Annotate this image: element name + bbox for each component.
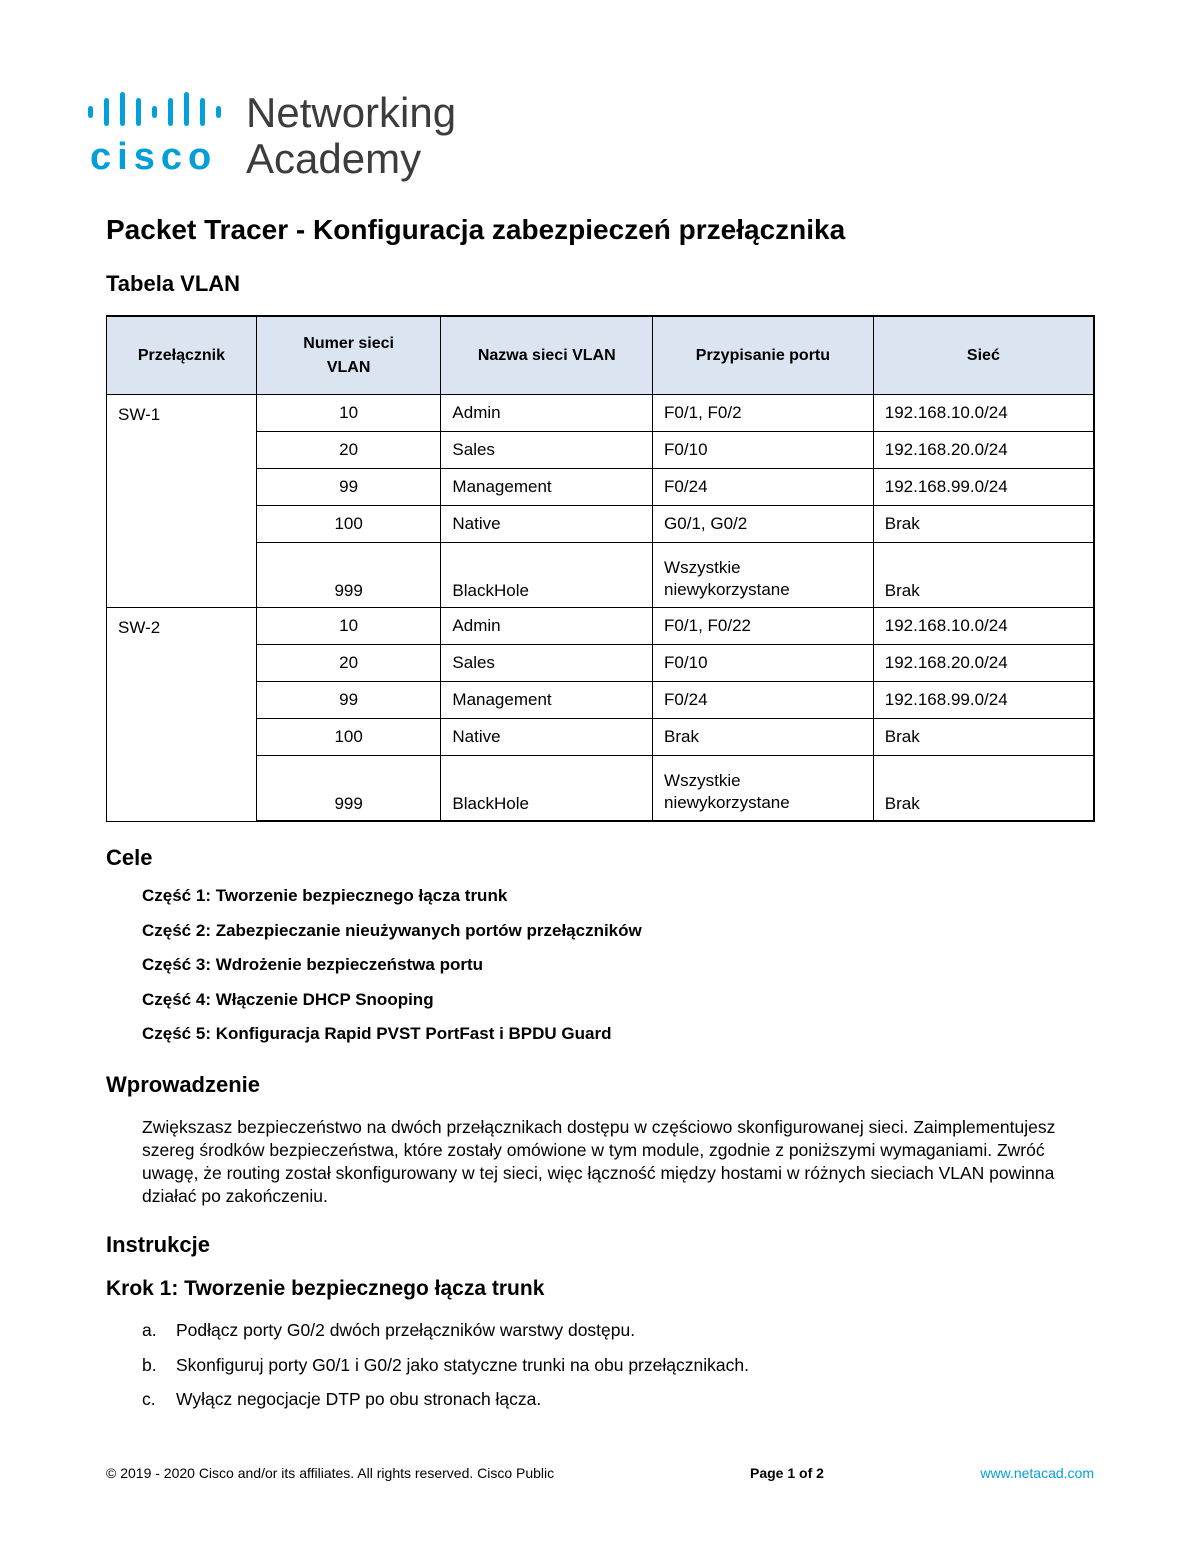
goal-item: Część 5: Konfiguracja Rapid PVST PortFast i BPDU Guard <box>142 1024 612 1043</box>
step-list <box>142 1320 749 1424</box>
port-assignment-line1: Wszystkie <box>664 558 741 577</box>
network: Brak <box>873 506 1094 543</box>
vlan-number: 10 <box>256 395 441 432</box>
network: 192.168.99.0/24 <box>873 682 1094 719</box>
network: Brak <box>873 543 1094 608</box>
port-assignment-line1: Wszystkie <box>664 771 741 790</box>
vlan-name: Management <box>441 469 653 506</box>
goals-list <box>142 886 642 1059</box>
network: 192.168.10.0/24 <box>873 608 1094 645</box>
vlan-table-heading: Tabela VLAN <box>106 271 241 296</box>
vlan-name: Management <box>441 682 653 719</box>
port-assignment: F0/1, F0/22 <box>653 608 874 645</box>
port-assignment <box>653 543 874 608</box>
cisco-networking-academy-logo <box>84 86 484 182</box>
page-of: of <box>799 1465 813 1481</box>
cisco-bars-icon <box>88 92 238 126</box>
vlan-number: 10 <box>256 608 441 645</box>
switch-name: SW-2 <box>107 608 257 822</box>
vlan-name: Admin <box>441 608 653 645</box>
port-assignment-line2: niewykorzystane <box>664 793 790 812</box>
vlan-number: 99 <box>256 469 441 506</box>
step-text: Wyłącz negocjacje DTP po obu stronach łącza. <box>176 1389 542 1409</box>
network: 192.168.99.0/24 <box>873 469 1094 506</box>
table-row <box>107 608 1095 645</box>
col-header-network: Sieć <box>873 316 1094 395</box>
port-assignment: F0/1, F0/2 <box>653 395 874 432</box>
intro-paragraph: Zwiększasz bezpieczeństwo na dwóch przełącznikach dostępu w częściowo skonfigurowanej sieci. Zaimplementujesz szereg środków bezpieczeństwa, które zostały omówione w tym module, zgodnie z poniższymi wymaganiami. Zwróć uwagę, że routing został skonfigurowany w tej sieci, więc łączność między hostami w różnych sieciach VLAN powinna działać po zakończeniu. <box>142 1117 1056 1206</box>
step-marker: c. <box>142 1389 156 1409</box>
footer-copyright: © 2019 - 2020 Cisco and/or its affiliates. All rights reserved. Cisco Public <box>106 1465 555 1481</box>
page-title: Packet Tracer - Konfiguracja zabezpieczeń przełącznika <box>106 214 846 245</box>
goal-item: Część 4: Włączenie DHCP Snooping <box>142 989 434 1009</box>
intro-heading: Wprowadzenie <box>106 1072 261 1097</box>
network: 192.168.10.0/24 <box>873 395 1094 432</box>
instructions-heading: Instrukcje <box>106 1232 210 1257</box>
vlan-number: 999 <box>256 543 441 608</box>
port-assignment: F0/10 <box>653 432 874 469</box>
vlan-table <box>106 315 1095 822</box>
cisco-wordmark: cisco <box>90 136 218 178</box>
step-item <box>142 1389 749 1424</box>
vlan-number: 100 <box>256 719 441 756</box>
vlan-name: BlackHole <box>441 543 653 608</box>
col-header-vlan-name: Nazwa sieci VLAN <box>441 316 653 395</box>
goal-item: Część 1: Tworzenie bezpiecznego łącza trunk <box>142 886 508 905</box>
port-assignment: G0/1, G0/2 <box>653 506 874 543</box>
col-header-vlan-number: Numer sieci VLAN <box>256 316 441 395</box>
footer-page-number <box>750 1465 824 1481</box>
network: 192.168.20.0/24 <box>873 645 1094 682</box>
col-header-switch: Przełącznik <box>107 316 257 395</box>
vlan-name: Native <box>441 506 653 543</box>
port-assignment: F0/10 <box>653 645 874 682</box>
goal-item: Część 3: Wdrożenie bezpieczeństwa portu <box>142 955 484 974</box>
vlan-number: 100 <box>256 506 441 543</box>
network: 192.168.20.0/24 <box>873 432 1094 469</box>
page-label: Page <box>750 1465 784 1481</box>
vlan-number: 20 <box>256 645 441 682</box>
table-header-row <box>107 316 1095 395</box>
port-assignment: F0/24 <box>653 469 874 506</box>
port-assignment-line2: niewykorzystane <box>664 580 790 599</box>
vlan-name: Native <box>441 719 653 756</box>
step-text: Skonfiguruj porty G0/1 i G0/2 jako statyczne trunki na obu przełącznikach. <box>176 1354 749 1375</box>
step-marker: a. <box>142 1320 157 1340</box>
table-row <box>107 395 1095 432</box>
vlan-number: 999 <box>256 756 441 822</box>
page-current: 1 <box>787 1465 796 1481</box>
vlan-name: Sales <box>441 645 653 682</box>
step-item <box>142 1320 749 1355</box>
vlan-number: 99 <box>256 682 441 719</box>
port-assignment <box>653 756 874 822</box>
goals-heading: Cele <box>106 845 153 870</box>
logo-academy: Academy <box>246 135 422 182</box>
vlan-name: Sales <box>441 432 653 469</box>
vlan-name: Admin <box>441 395 653 432</box>
step-marker: b. <box>142 1354 157 1375</box>
switch-name: SW-1 <box>107 395 257 608</box>
step-heading: Krok 1: Tworzenie bezpiecznego łącza trunk <box>106 1277 545 1300</box>
network: Brak <box>873 719 1094 756</box>
step-item <box>142 1355 749 1390</box>
col-header-port-assignment: Przypisanie portu <box>653 316 874 395</box>
vlan-number: 20 <box>256 432 441 469</box>
page-total: 2 <box>816 1465 824 1481</box>
vlan-name: BlackHole <box>441 756 653 822</box>
port-assignment: Brak <box>653 719 874 756</box>
goal-item: Część 2: Zabezpieczanie nieużywanych portów przełączników <box>142 920 642 940</box>
logo-networking: Networking <box>246 89 457 136</box>
footer-link[interactable]: www.netacad.com <box>980 1465 1094 1481</box>
step-text: Podłącz porty G0/2 dwóch przełączników warstwy dostępu. <box>176 1320 636 1340</box>
network: Brak <box>873 756 1094 822</box>
port-assignment: F0/24 <box>653 682 874 719</box>
